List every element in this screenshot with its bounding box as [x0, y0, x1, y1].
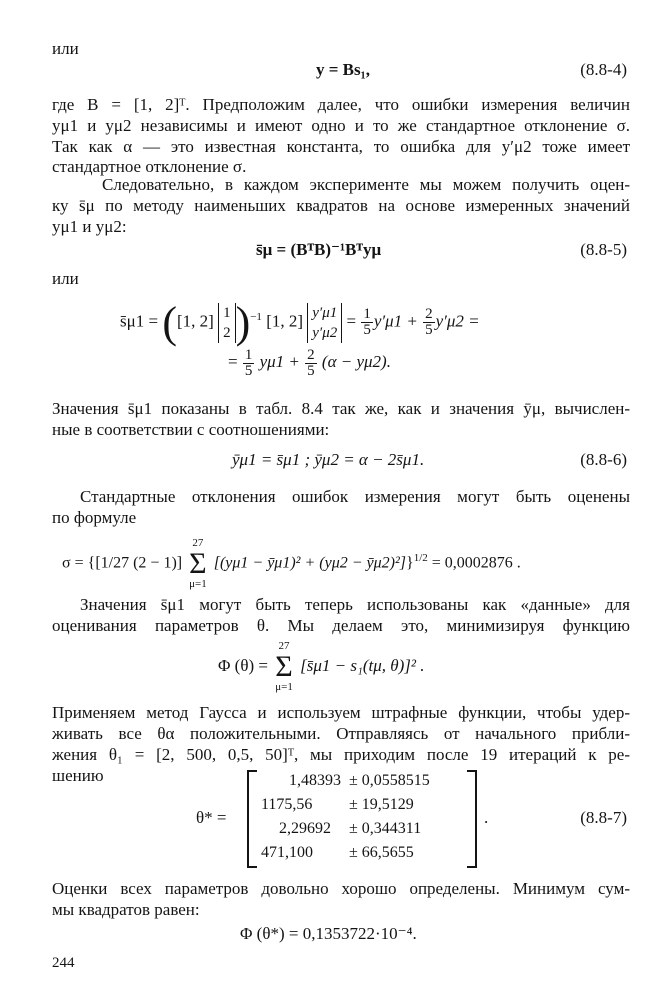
equation-8-8-6: ȳμ1 = s̄μ1 ; ȳμ2 = α − 2s̄μ1.: [232, 450, 425, 469]
paragraph-3-line-1: Значения s̄μ1 показаны в табл. 8.4 так же, как и значения ȳμ, вычислен-: [52, 399, 630, 418]
theta-star-matrix: [247, 770, 477, 868]
equation-sigma: σ = {[1/27 (2 − 1)] 27 Σ μ=1 [(yμ1 − ȳμ1)² + (yμ2 − ȳμ2)²]}$^{1/2}$ = 0,0002876 .: [62, 536, 521, 590]
equation-8-8-5: s̄μ = (BᵀB)⁻¹Bᵀyμ: [256, 240, 382, 259]
equation-number-8-8-5: (8.8-5): [580, 240, 627, 259]
summation-sign: 27 Σ μ=1: [189, 536, 207, 590]
paragraph-3-line-2: ные в соответствии с соотношениями:: [52, 420, 330, 439]
equation-number-8-8-4: (8.8-4): [580, 60, 627, 79]
paragraph-1-line-3: Так как α — это известная константа, то ошибка для y′μ2 тоже имеет: [52, 137, 630, 156]
matrix-period: .: [484, 808, 489, 827]
left-paren: (: [162, 297, 177, 347]
fraction-two-fifths: $\frac{2}{5}$: [425, 306, 433, 339]
matrix-row: 2,29692 ± 0,344311: [279, 820, 422, 837]
page-number: 244: [52, 955, 75, 971]
paragraph-7-line-1: Оценки всех параметров довольно хорошо определены. Минимум сум-: [52, 879, 630, 898]
theta-star-label: θ* =: [196, 808, 227, 827]
equation-phi: Φ (θ) = 27 Σ μ=1 [s̄μ1 − s₁(tμ, θ)]² .: [218, 640, 425, 694]
paragraph-1-line-4: стандартное отклонение σ.: [52, 157, 247, 176]
fraction-two-fifths-2: $\frac{2}{5}$: [307, 346, 315, 379]
paragraph-6-line-1: Применяем метод Гаусса и используем штрафные функции, чтобы удер-: [52, 703, 630, 722]
paragraph-6-line-2: живать все θα положительными. Отправляясь от начального прибли-: [52, 724, 630, 743]
paragraph-5-line-1: Значения s̄μ1 могут быть теперь использованы как «данные» для: [80, 595, 630, 614]
equation-number-8-8-7: (8.8-7): [580, 808, 627, 827]
paragraph-2-line-1: Следовательно, в каждом эксперименте мы можем получить оцен-: [102, 175, 630, 194]
summation-sign-2: 27 Σ μ=1: [275, 640, 293, 694]
paragraph-6-line-3: жения θ₁ = [2, 500, 0,5, 50]ᵀ, мы приходим после 19 итераций к ре-: [52, 745, 630, 764]
fraction-one-fifth: $\frac{1}{5}$: [363, 306, 371, 339]
equation-expanded-estimate-2: = $\frac{1}{5}$ yμ1 + $\frac{2}{5}$ (α − yμ2).: [228, 346, 391, 379]
matrix-row: 1,48393 ± 0,0558515: [289, 772, 430, 789]
paragraph-2-line-2: ку s̄μ по методу наименьших квадратов на основе измеренных значений: [52, 196, 630, 215]
equation-8-8-4: y = Bs₁,: [316, 60, 370, 79]
paragraph-4-line-1: Стандартные отклонения ошибок измерения могут быть оценены: [80, 487, 630, 506]
equation-number-8-8-6: (8.8-6): [580, 450, 627, 469]
paragraph-1-line-2: yμ1 и yμ2 независимы и имеют одно и то же стандартное отклонение σ.: [52, 116, 630, 135]
text-ili-2: или: [52, 269, 79, 288]
paragraph-2-line-3: yμ1 и yμ2:: [52, 217, 127, 236]
paragraph-1-line-1: где B = [1, 2]ᵀ. Предположим далее, что ошибки измерения величин: [52, 95, 630, 114]
equation-phi-min: Φ (θ*) = 0,1353722·10⁻⁴.: [240, 924, 417, 943]
paragraph-6-line-4: шению: [52, 766, 104, 785]
paragraph-7-line-2: мы квадратов равен:: [52, 900, 200, 919]
paragraph-5-line-2: оценивания параметров θ. Мы делаем это, минимизируя функцию: [52, 616, 630, 635]
equation-expanded-estimate: s̄μ1 = ([1, 2] 1 2 )$^{-1}$ [1, 2] y′μ1 y′μ2 = $\frac{1}{5}$ y′μ1 + $\frac{2}{5}$ y′μ2 =: [120, 297, 480, 347]
fraction-one-fifth-2: $\frac{1}{5}$: [244, 346, 253, 379]
matrix-row: 1175,56 ± 19,5129: [261, 796, 414, 813]
text-ili-1: или: [52, 39, 79, 58]
column-vector-1-2: 1 2: [218, 303, 236, 343]
matrix-row: 471,100 ± 66,5655: [261, 844, 414, 861]
column-vector-y: y′μ1 y′μ2: [307, 303, 342, 343]
paragraph-4-line-2: по формуле: [52, 508, 137, 527]
